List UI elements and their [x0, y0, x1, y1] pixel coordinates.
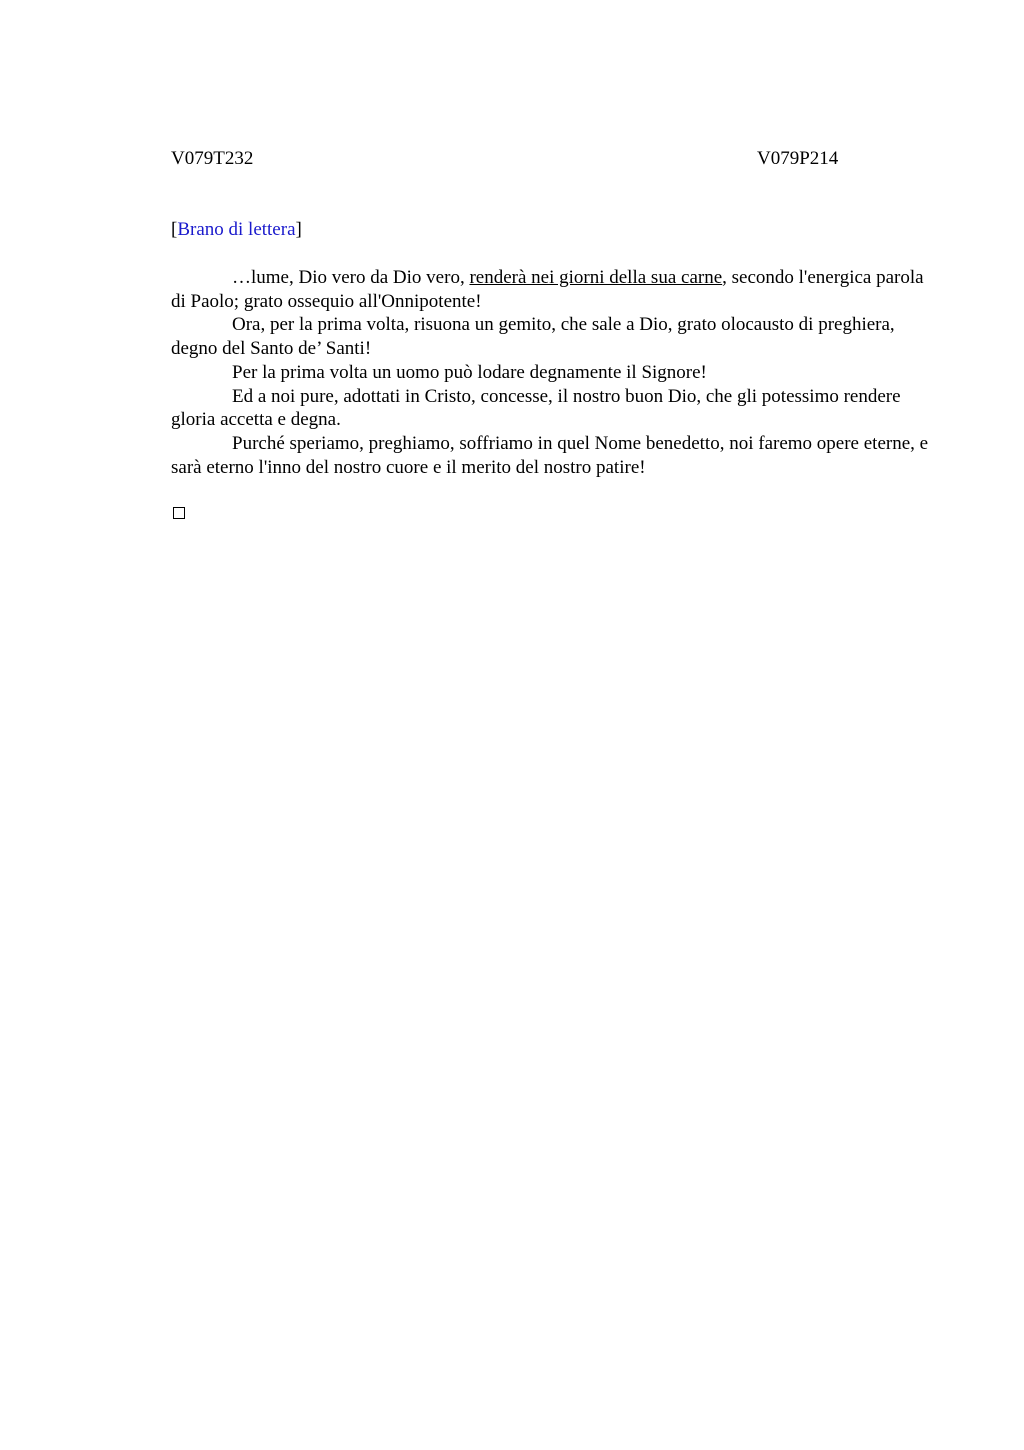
paragraph-5: Purché speriamo, preghiamo, soffriamo in quel Nome benedetto, noi faremo opere eterne, e sarà eterno l'inno del nostro cuore e il merito del nostro patire!: [171, 432, 929, 478]
paragraph-4: Ed a noi pure, adottati in Cristo, concesse, il nostro buon Dio, che gli potessimo rendere gloria accetta e degna.: [171, 385, 901, 431]
paragraph-1-underlined-phrase: renderà nei giorni della sua carne: [469, 267, 723, 288]
header-right-code: V079P214: [757, 148, 839, 169]
paragraph-1-end: , secondo l'energica parola di Paolo; grato ossequio all'Onnipotente!: [171, 267, 924, 312]
title-close-bracket: ]: [295, 219, 302, 240]
square-outline-icon: [173, 507, 185, 519]
header-left-code: V079T232: [171, 148, 254, 169]
paragraph-3: Per la prima volta un uomo può lodare degnamente il Signore!: [232, 361, 707, 383]
title-open-bracket: [: [171, 219, 178, 240]
paragraph-2: Ora, per la prima volta, risuona un gemito, che sale a Dio, grato olocausto di preghiera, degno del Santo de’ Santi!: [171, 314, 895, 360]
paragraph-1-start: …lume, Dio vero da Dio vero,: [232, 267, 470, 288]
document-title: [171, 218, 302, 242]
paragraph-1: [171, 266, 931, 313]
title-link[interactable]: Brano di lettera: [177, 219, 296, 240]
letter-body: [171, 266, 931, 479]
